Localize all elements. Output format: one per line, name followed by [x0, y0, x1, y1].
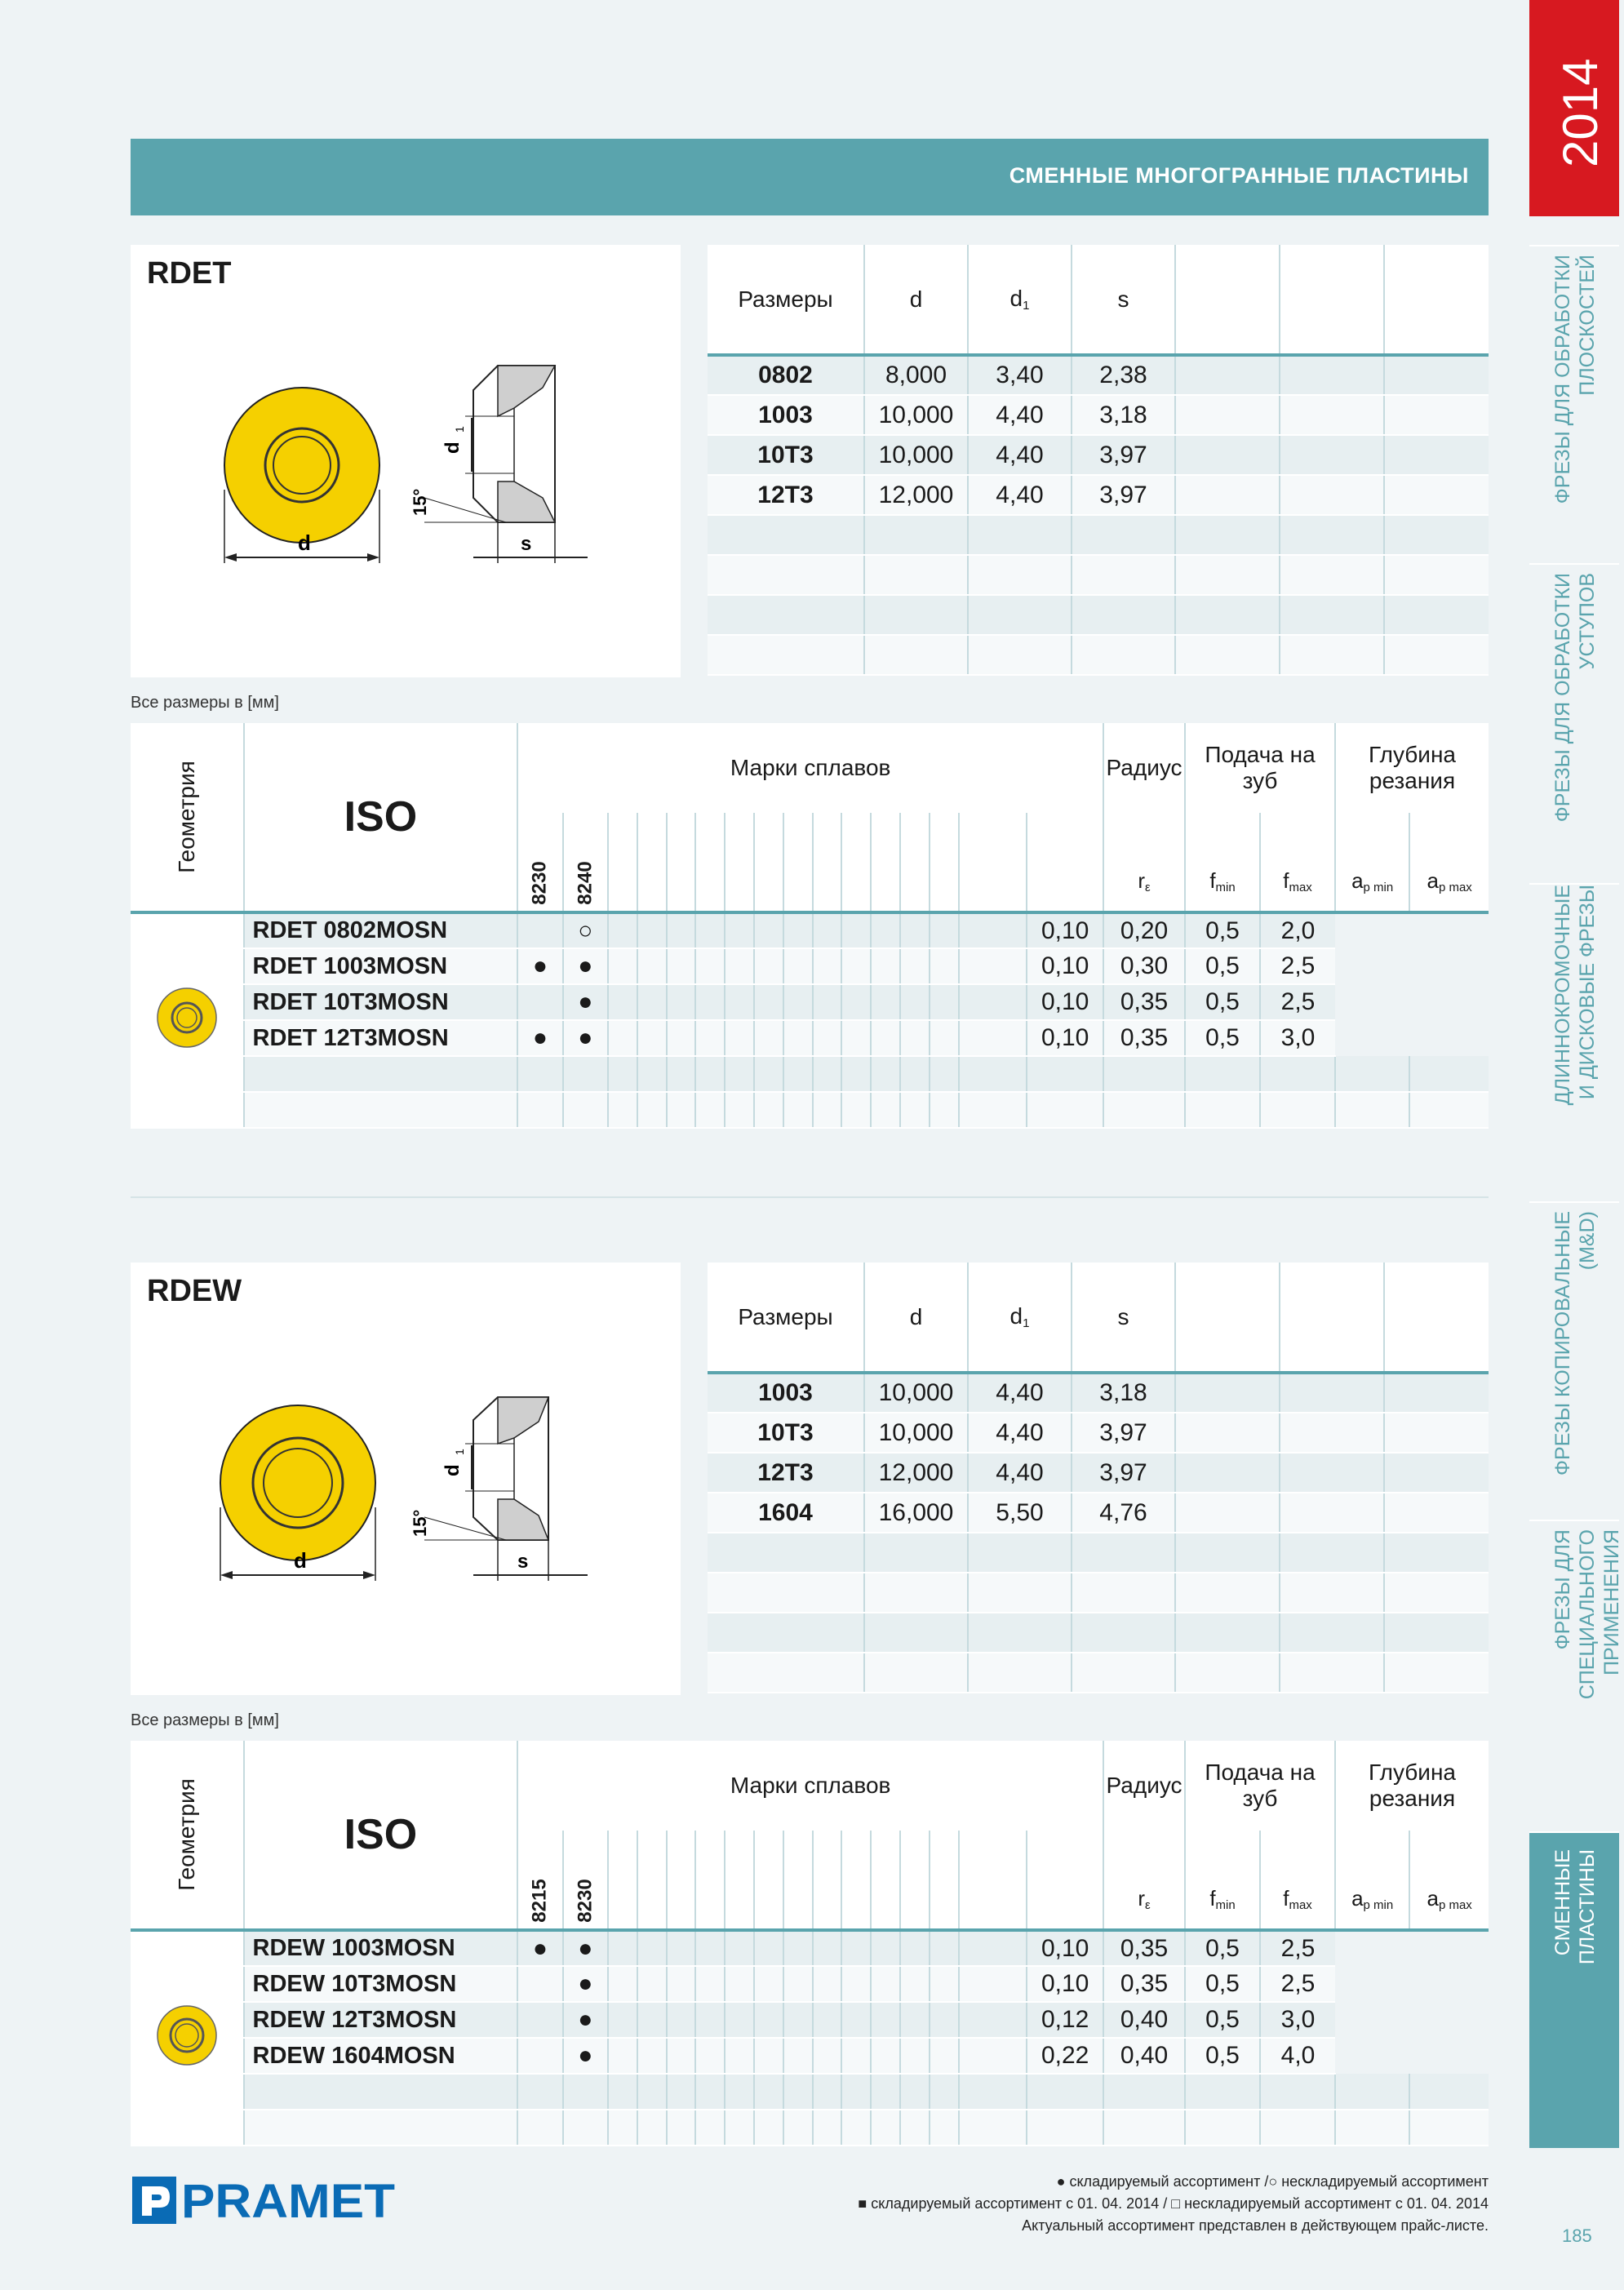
col-header-iso: ISO	[244, 1741, 518, 1930]
table-row: 1003 10,000 4,40 3,18	[708, 1373, 1489, 1413]
svg-text:1: 1	[453, 1449, 466, 1455]
section-divider	[131, 1196, 1489, 1198]
legend-line: ■ складируемый ассортимент с 01. 04. 2014 / □ нескладируемый ассортимент с 01. 04. 2014	[858, 2195, 1489, 2212]
dim-s-label: s	[517, 1551, 529, 1573]
col-header-feed: Подача на зуб	[1185, 723, 1335, 813]
sidebar-tab-label: ФРЕЗЫ КОПИРОВАЛЬНЫЕ (M&D)	[1551, 1211, 1599, 1476]
rdet-insert-drawing	[131, 245, 681, 677]
col-header-geometry: Геометрия	[131, 723, 244, 912]
col-fmax: $f_{max}$	[1260, 813, 1335, 912]
table-row: 10T3 10,000 4,40 3,97	[708, 1413, 1489, 1453]
col-header-sizes: Размеры	[708, 245, 864, 355]
year-text: 2014	[1553, 58, 1608, 167]
table-row: 1604 16,000 5,50 4,76	[708, 1493, 1489, 1533]
sidebar-tab-label: ФРЕЗЫ ДЛЯ ОБРАБОТКИ ПЛОСКОСТЕЙ	[1551, 255, 1599, 504]
sidebar-tab-label: СМЕННЫЕ ПЛАСТИНЫ	[1551, 1849, 1599, 1965]
col-r: $r_\varepsilon$	[1103, 1831, 1185, 1930]
rdew-dimensions-table	[708, 1263, 1489, 1693]
col-header-d1: $d_1$	[968, 1263, 1072, 1373]
sidebar-tab-label: ФРЕЗЫ ДЛЯ ОБРАБОТКИ УСТУПОВ	[1551, 573, 1599, 823]
rdet-dimensions-table	[708, 245, 1489, 676]
table-row: RDEW 1003MOSN ● ● 0,10 0,35 0,5 2,5	[131, 1930, 1489, 1966]
col-header-feed: Подача на зуб	[1185, 1741, 1335, 1831]
section-title: RDEW	[147, 1274, 242, 1308]
rdet-grades-table	[131, 723, 1489, 1129]
col-fmin: $f_{min}$	[1185, 813, 1260, 912]
col-header-d: d	[864, 1263, 968, 1373]
col-header-grades: Марки сплавов	[517, 1741, 1103, 1831]
sidebar-tab-copy-milling[interactable]	[1529, 1201, 1619, 1518]
table-row: 12T3 12,000 4,40 3,97	[708, 1453, 1489, 1493]
col-apmax: $a_{p max}$	[1409, 813, 1489, 912]
dim-d1-label: d	[441, 442, 464, 454]
sidebar-nav	[1529, 0, 1623, 2290]
angle-label: 15°	[410, 488, 430, 516]
dim-d1-label: d	[441, 1464, 464, 1476]
dim-s-label: s	[521, 533, 532, 555]
header-title: СМЕННЫЕ МНОГОГРАННЫЕ ПЛАСТИНЫ	[1009, 163, 1469, 188]
col-header-s: s	[1072, 1263, 1175, 1373]
pramet-logo	[131, 2175, 400, 2230]
col-apmax: $a_{p max}$	[1409, 1831, 1489, 1930]
angle-label: 15°	[410, 1509, 430, 1537]
grade-code: 8240	[563, 813, 608, 912]
legend-line: Актуальный ассортимент представлен в действующем прайс-листе.	[1022, 2217, 1489, 2234]
col-header-radius: Радиус	[1103, 1741, 1185, 1831]
grade-code: 8230	[517, 813, 562, 912]
header-band	[131, 139, 1489, 215]
rdew-insert-drawing	[131, 1263, 681, 1695]
legend-line: ● складируемый ассортимент /○ нескладируемый ассортимент	[1056, 2173, 1489, 2190]
units-note: Все размеры в [мм]	[131, 1711, 279, 1729]
dim-d-label: d	[298, 530, 311, 555]
section-title: RDET	[147, 256, 232, 291]
sidebar-tab-long-edge[interactable]	[1529, 883, 1619, 1200]
sidebar-tab-face-milling[interactable]	[1529, 245, 1619, 561]
table-row: RDET 10T3MOSN ● 0,10 0,35 0,5 2,5	[131, 984, 1489, 1020]
col-apmin: $a_{p min}$	[1335, 813, 1409, 912]
table-row: RDEW 10T3MOSN ● 0,10 0,35 0,5 2,5	[131, 1966, 1489, 2002]
col-header-sizes: Размеры	[708, 1263, 864, 1373]
col-apmin: $a_{p min}$	[1335, 1831, 1409, 1930]
table-row: 0802 8,000 3,40 2,38	[708, 355, 1489, 395]
col-fmax: $f_{max}$	[1260, 1831, 1335, 1930]
col-header-s: s	[1072, 245, 1175, 355]
table-row: RDET 0802MOSN ○ 0,10 0,20 0,5 2,0	[131, 912, 1489, 948]
table-row: 10T3 10,000 4,40 3,97	[708, 435, 1489, 475]
svg-text:1: 1	[453, 426, 466, 433]
table-row: RDEW 12T3MOSN ● 0,12 0,40 0,5 3,0	[131, 2002, 1489, 2038]
grade-code: 8215	[517, 1831, 562, 1930]
col-header-grades: Марки сплавов	[517, 723, 1103, 813]
col-fmin: $f_{min}$	[1185, 1831, 1260, 1930]
col-header-d: d	[864, 245, 968, 355]
page-number: 185	[1562, 2226, 1592, 2246]
legend	[858, 2171, 1489, 2237]
rdew-grades-table	[131, 1741, 1489, 2146]
sidebar-tab-special[interactable]	[1529, 1520, 1623, 1830]
col-r: $r_\varepsilon$	[1103, 813, 1185, 912]
table-row: RDET 1003MOSN ● ● 0,10 0,30 0,5 2,5	[131, 948, 1489, 984]
dim-d-label: d	[294, 1548, 307, 1573]
rdet-drawing-panel	[131, 245, 681, 677]
col-header-radius: Радиус	[1103, 723, 1185, 813]
table-row: 12T3 12,000 4,40 3,97	[708, 475, 1489, 515]
geometry-icon	[131, 912, 244, 1128]
rdew-drawing-panel	[131, 1263, 681, 1695]
table-row: RDEW 1604MOSN ● 0,22 0,40 0,5 4,0	[131, 2038, 1489, 2074]
sidebar-tab-shoulder-milling[interactable]	[1529, 563, 1619, 881]
grade-code: 8230	[563, 1831, 608, 1930]
geometry-icon	[131, 1930, 244, 2146]
sidebar-tab-inserts[interactable]	[1529, 1831, 1619, 2148]
svg-text:PRAMET: PRAMET	[181, 2175, 395, 2228]
sidebar-tab-label: ДЛИННОКРОМОЧНЫЕ И ДИСКОВЫЕ ФРЕЗЫ	[1551, 885, 1599, 1106]
year-badge	[1529, 0, 1619, 216]
table-row: RDET 12T3MOSN ● ● 0,10 0,35 0,5 3,0	[131, 1020, 1489, 1056]
col-header-geometry: Геометрия	[131, 1741, 244, 1930]
sidebar-tab-label: ФРЕЗЫ ДЛЯ СПЕЦИАЛЬНОГО ПРИМЕНЕНИЯ	[1551, 1529, 1623, 1700]
table-row: 1003 10,000 4,40 3,18	[708, 395, 1489, 435]
units-note: Все размеры в [мм]	[131, 694, 279, 712]
col-header-d1: $d_1$	[968, 245, 1072, 355]
col-header-depth: Глубина резания	[1335, 1741, 1489, 1831]
col-header-iso: ISO	[244, 723, 518, 912]
col-header-depth: Глубина резания	[1335, 723, 1489, 813]
